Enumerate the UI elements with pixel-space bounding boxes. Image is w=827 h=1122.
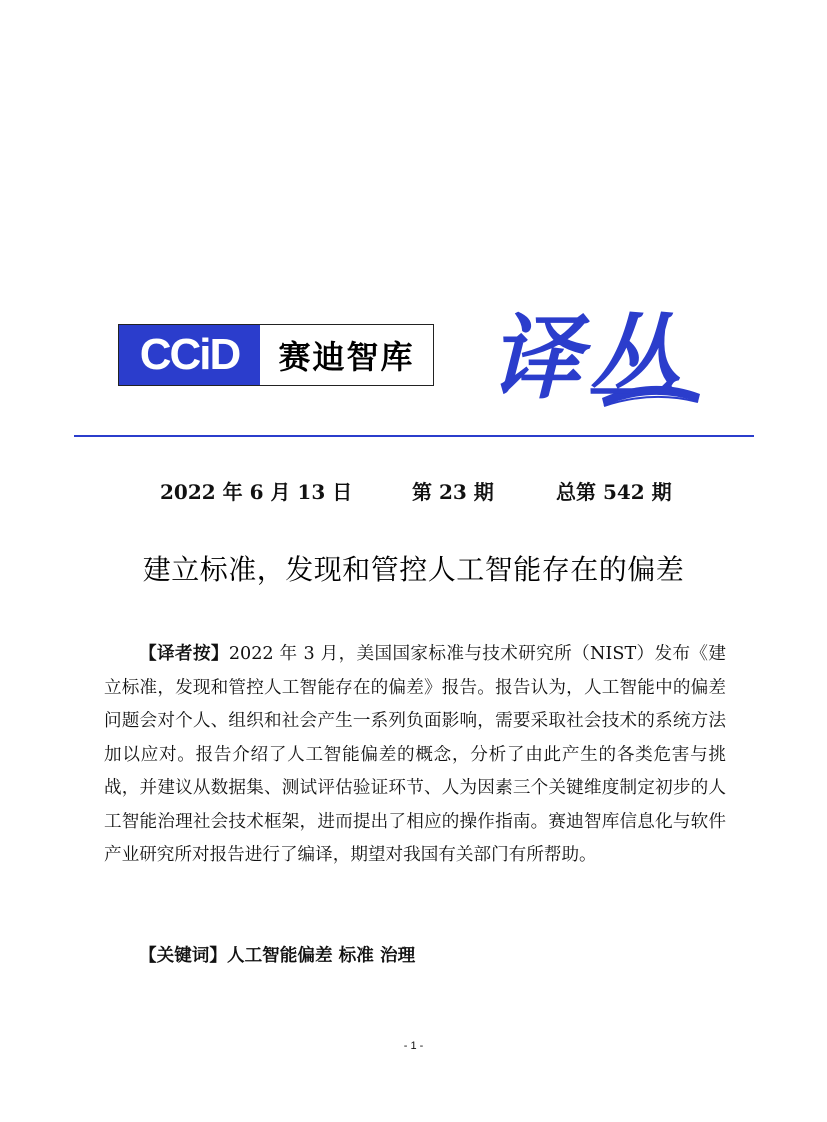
issue-info	[0, 476, 827, 506]
header-divider	[74, 435, 754, 437]
ccid-logo	[118, 324, 434, 386]
keywords-text: 人工智能偏差 标准 治理	[226, 946, 416, 966]
issue-number: 第 23 期	[412, 480, 494, 504]
translator-note	[104, 638, 726, 873]
logo-chinese-text: 赛迪智库	[278, 338, 415, 376]
translator-note-label: 【译者按】	[139, 644, 229, 664]
masthead	[118, 324, 434, 388]
keywords-label: 【关键词】	[139, 946, 227, 966]
issue-total: 总第 542 期	[556, 480, 672, 504]
page-number: - 1 -	[403, 1040, 424, 1052]
brand-calligraphy	[462, 298, 712, 418]
keywords	[139, 942, 415, 967]
issue-date: 2022 年 6 月 13 日	[160, 480, 353, 504]
translator-note-text: 2022 年 3 月，美国国家标准与技术研究所（NIST）发布《建立标准，发现和管控人工智能存在的偏差》报告。报告认为，人工智能中的偏差问题会对个人、组织和社会产生一系列负面影响，需要采取社会技术的系统方法加以应对。报告介绍了人工智能偏差的概念，分析了由此产生的各类危害与挑战，并建议从数据集、测试评估验证环节、人为因素三个关键维度制定初步的人工智能治理社会技术框架，进而提出了相应的操作指南。赛迪智库信息化与软件产业研究所对报告进行了编译，期望对我国有关部门有所帮助。	[104, 644, 726, 865]
document-title: 建立标准，发现和管控人工智能存在的偏差	[142, 553, 685, 586]
logo-ccid-text: CCiD	[119, 325, 260, 385]
brand-title: 译丛	[488, 304, 685, 412]
